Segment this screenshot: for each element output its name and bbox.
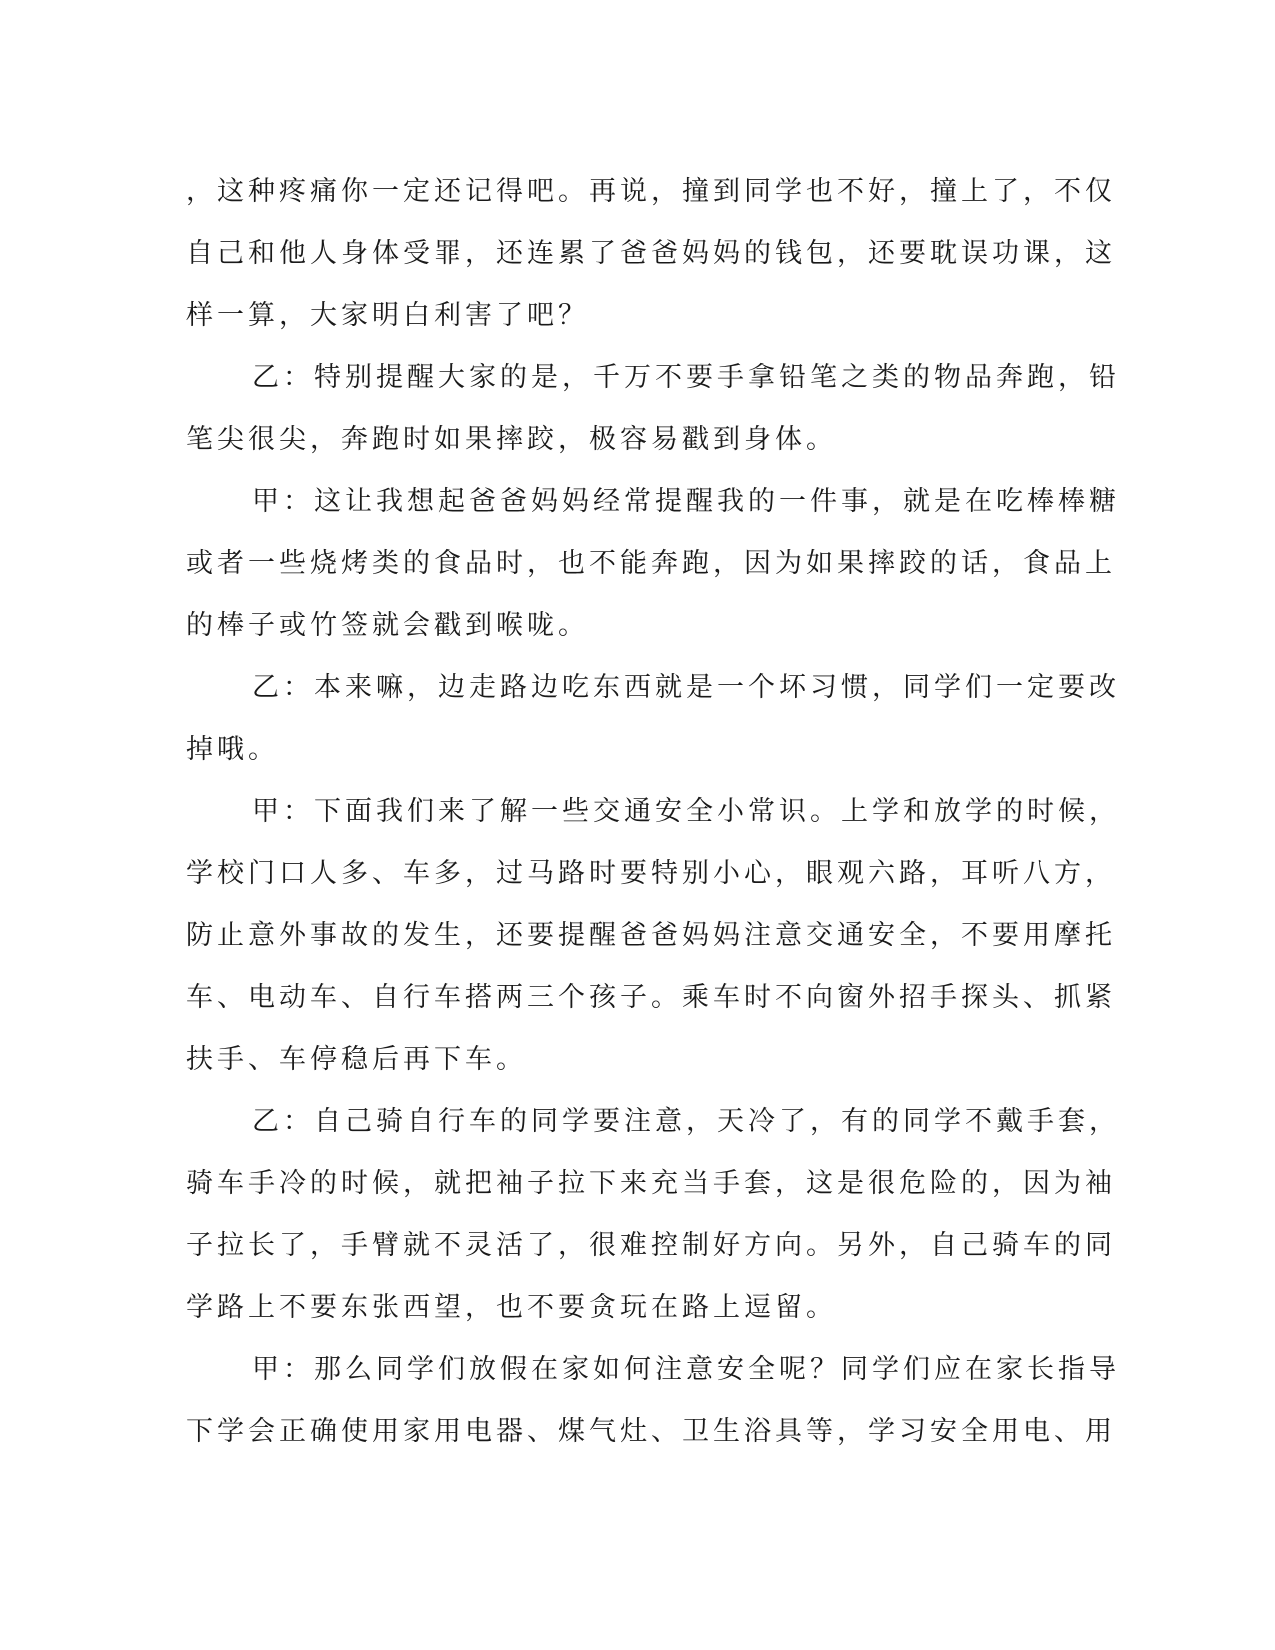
text-line: 子拉长了，手臂就不灵活了，很难控制好方向。另外，自己骑车的同 — [186, 1230, 1116, 1261]
paragraph-start-line: 乙：自己骑自行车的同学要注意，天冷了，有的同学不戴手套， — [252, 1106, 1120, 1137]
text-line: 学校门口人多、车多，过马路时要特别小心，眼观六路，耳听八方， — [186, 858, 1116, 889]
text-line: ，这种疼痛你一定还记得吧。再说，撞到同学也不好，撞上了，不仅 — [186, 176, 1116, 207]
text-line: 的棒子或竹签就会戳到喉咙。 — [186, 610, 589, 641]
paragraph-start-line: 甲：这让我想起爸爸妈妈经常提醒我的一件事，就是在吃棒棒糖 — [252, 486, 1120, 517]
paragraph-start-line: 甲：那么同学们放假在家如何注意安全呢？同学们应在家长指导 — [252, 1354, 1120, 1385]
text-line: 掉哦。 — [186, 734, 279, 765]
text-line: 防止意外事故的发生，还要提醒爸爸妈妈注意交通安全，不要用摩托 — [186, 920, 1116, 951]
text-line: 学路上不要东张西望，也不要贪玩在路上逗留。 — [186, 1292, 837, 1323]
text-line: 骑车手冷的时候，就把袖子拉下来充当手套，这是很危险的，因为袖 — [186, 1168, 1116, 1199]
text-line: 下学会正确使用家用电器、煤气灶、卫生浴具等，学习安全用电、用 — [186, 1416, 1116, 1447]
text-line: 扶手、车停稳后再下车。 — [186, 1044, 527, 1075]
text-line: 样一算，大家明白利害了吧？ — [186, 300, 589, 331]
paragraph-start-line: 乙：特别提醒大家的是，千万不要手拿铅笔之类的物品奔跑，铅 — [252, 362, 1120, 393]
paragraph-start-line: 乙：本来嘛，边走路边吃东西就是一个坏习惯，同学们一定要改 — [252, 672, 1120, 703]
paragraph-start-line: 甲：下面我们来了解一些交通安全小常识。上学和放学的时候， — [252, 796, 1120, 827]
text-line: 或者一些烧烤类的食品时，也不能奔跑，因为如果摔跤的话，食品上 — [186, 548, 1116, 579]
text-line: 自己和他人身体受罪，还连累了爸爸妈妈的钱包，还要耽误功课，这 — [186, 238, 1116, 269]
text-line: 笔尖很尖，奔跑时如果摔跤，极容易戳到身体。 — [186, 424, 837, 455]
document-body — [186, 161, 1120, 1463]
text-line: 车、电动车、自行车搭两三个孩子。乘车时不向窗外招手探头、抓紧 — [186, 982, 1116, 1013]
